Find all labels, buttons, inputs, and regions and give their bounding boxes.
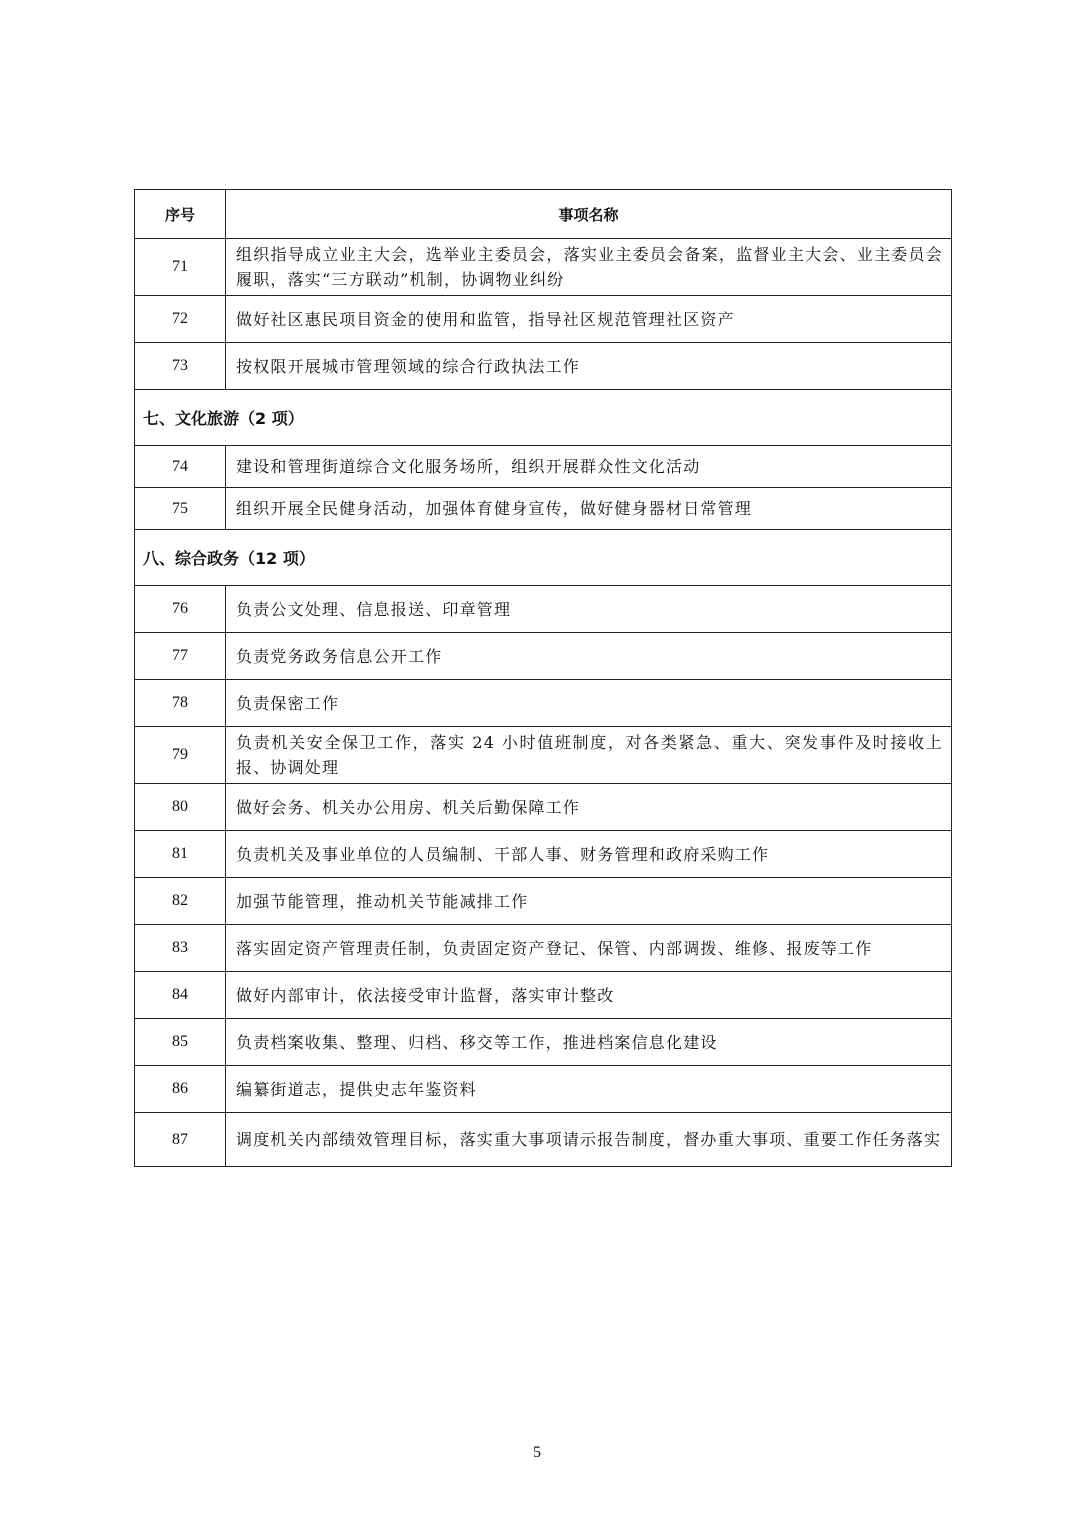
row-item-text: 加强节能管理，推动机关节能减排工作 (226, 878, 952, 925)
table-row (135, 488, 952, 530)
row-number: 87 (135, 1113, 226, 1167)
row-number: 85 (135, 1019, 226, 1066)
table-row (135, 680, 952, 727)
items-table (134, 189, 952, 1167)
row-item-text: 做好会务、机关办公用房、机关后勤保障工作 (226, 784, 952, 831)
table-row (135, 727, 952, 784)
header-item-name: 事项名称 (226, 190, 952, 239)
row-number: 84 (135, 972, 226, 1019)
row-item-text: 做好内部审计，依法接受审计监督，落实审计整改 (226, 972, 952, 1019)
table-row (135, 925, 952, 972)
table-row (135, 446, 952, 488)
row-item-text: 组织指导成立业主大会，选举业主委员会，落实业主委员会备案，监督业主大会、业主委员会履职，落实“三方联动”机制，协调物业纠纷 (226, 239, 952, 296)
section-heading: 七、文化旅游（2 项） (135, 390, 952, 446)
row-number: 86 (135, 1066, 226, 1113)
row-number: 76 (135, 586, 226, 633)
row-number: 72 (135, 296, 226, 343)
row-item-text: 编纂街道志，提供史志年鉴资料 (226, 1066, 952, 1113)
table-row (135, 1066, 952, 1113)
row-item-text: 调度机关内部绩效管理目标，落实重大事项请示报告制度，督办重大事项、重要工作任务落实 (226, 1113, 952, 1167)
table-row (135, 831, 952, 878)
row-number: 78 (135, 680, 226, 727)
row-number: 79 (135, 727, 226, 784)
table-row (135, 296, 952, 343)
items-table-container (134, 189, 951, 1167)
row-item-text: 做好社区惠民项目资金的使用和监管，指导社区规范管理社区资产 (226, 296, 952, 343)
row-item-text: 负责机关安全保卫工作，落实 24 小时值班制度，对各类紧急、重大、突发事件及时接收上报、协调处理 (226, 727, 952, 784)
table-row (135, 1113, 952, 1167)
row-item-text: 建设和管理街道综合文化服务场所，组织开展群众性文化活动 (226, 446, 952, 488)
row-number: 81 (135, 831, 226, 878)
row-item-text: 组织开展全民健身活动，加强体育健身宣传，做好健身器材日常管理 (226, 488, 952, 530)
table-row (135, 633, 952, 680)
row-item-text: 负责党务政务信息公开工作 (226, 633, 952, 680)
row-item-text: 负责保密工作 (226, 680, 952, 727)
section-row (135, 390, 952, 446)
table-row (135, 878, 952, 925)
table-row (135, 343, 952, 390)
page-number: 5 (533, 1444, 541, 1461)
row-item-text: 负责公文处理、信息报送、印章管理 (226, 586, 952, 633)
row-number: 74 (135, 446, 226, 488)
row-item-text: 负责档案收集、整理、归档、移交等工作，推进档案信息化建设 (226, 1019, 952, 1066)
row-number: 75 (135, 488, 226, 530)
row-number: 80 (135, 784, 226, 831)
section-heading: 八、综合政务（12 项） (135, 530, 952, 586)
row-number: 83 (135, 925, 226, 972)
row-item-text: 负责机关及事业单位的人员编制、干部人事、财务管理和政府采购工作 (226, 831, 952, 878)
table-row (135, 972, 952, 1019)
table-row (135, 784, 952, 831)
table-body (135, 239, 952, 1167)
header-serial-number: 序号 (135, 190, 226, 239)
table-header-row (135, 190, 952, 239)
table-row (135, 586, 952, 633)
section-row (135, 530, 952, 586)
table-row (135, 1019, 952, 1066)
row-number: 77 (135, 633, 226, 680)
row-item-text: 落实固定资产管理责任制，负责固定资产登记、保管、内部调拨、维修、报废等工作 (226, 925, 952, 972)
row-item-text: 按权限开展城市管理领域的综合行政执法工作 (226, 343, 952, 390)
row-number: 82 (135, 878, 226, 925)
row-number: 73 (135, 343, 226, 390)
row-number: 71 (135, 239, 226, 296)
table-row (135, 239, 952, 296)
